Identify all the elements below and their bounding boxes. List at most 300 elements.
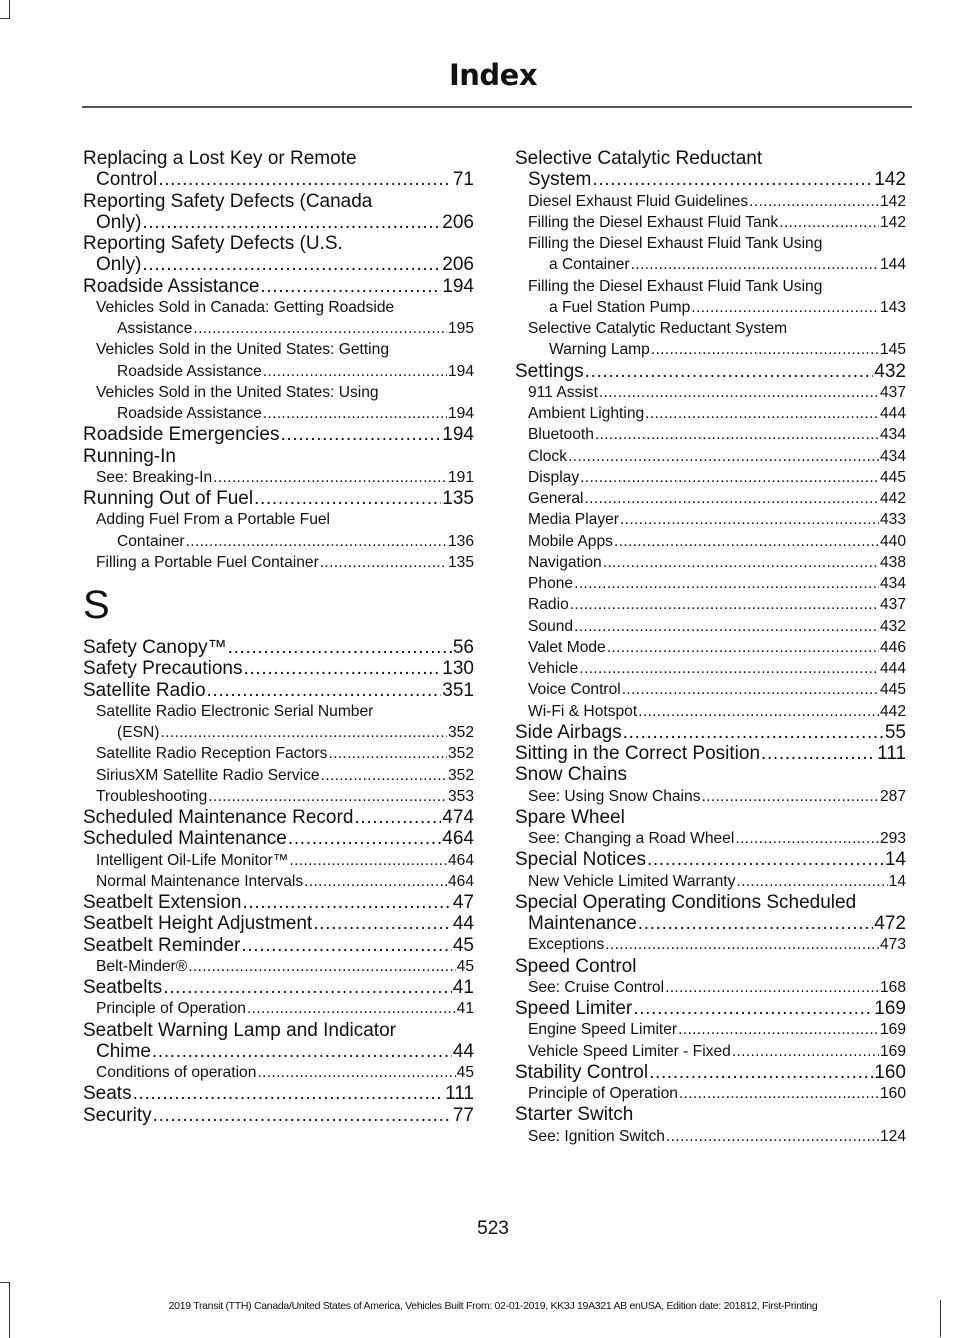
- dot-leader: [158, 169, 452, 190]
- entry-line: [515, 1062, 906, 1083]
- entry-line: [515, 191, 906, 212]
- index-subentry: [515, 552, 906, 573]
- index-entry: [83, 446, 474, 467]
- dot-leader: [595, 424, 879, 445]
- entry-page-number: 144: [879, 256, 906, 274]
- entry-page-number: 437: [879, 596, 906, 614]
- entry-title: See: Cruise Control: [528, 978, 665, 996]
- entry-line: [83, 509, 474, 530]
- index-subentry: [515, 1041, 906, 1062]
- index-subentry: [83, 1062, 474, 1083]
- index-subentry: [515, 828, 906, 849]
- dot-leader: [321, 765, 447, 786]
- entry-title: Valet Mode: [528, 638, 606, 656]
- index-subentry: [515, 658, 906, 679]
- index-entry: [83, 148, 474, 191]
- index-column-right: [515, 148, 906, 1147]
- entry-line: [515, 403, 906, 424]
- entry-title: See: Breaking-In: [96, 468, 213, 486]
- entry-page-number: 130: [442, 658, 474, 680]
- entry-title: a Container: [549, 256, 630, 274]
- entry-line: [515, 934, 906, 955]
- dot-leader: [691, 297, 879, 318]
- index-subentry: [83, 467, 474, 488]
- dot-leader: [247, 998, 456, 1019]
- entry-title: Normal Maintenance Intervals: [96, 872, 304, 890]
- dot-leader: [599, 382, 879, 403]
- entry-line: [83, 1062, 474, 1083]
- dot-leader: [328, 743, 447, 764]
- entry-line: [83, 956, 474, 977]
- entry-line: [83, 743, 474, 764]
- entry-line: [83, 191, 474, 212]
- entry-line: [83, 913, 474, 934]
- entry-line: [515, 382, 906, 403]
- entry-line: [83, 552, 474, 573]
- entry-title: Security: [83, 1104, 152, 1126]
- page-title: Index: [448, 58, 538, 92]
- entry-title: Media Player: [528, 511, 620, 529]
- entry-title: Seatbelts: [83, 977, 163, 998]
- entry-line: [83, 233, 474, 254]
- entry-title: Exceptions: [528, 936, 605, 954]
- dot-leader: [142, 254, 441, 275]
- entry-page-number: 442: [879, 490, 906, 507]
- index-subentry: [83, 850, 474, 871]
- entry-title: Safety Canopy™: [83, 637, 227, 658]
- dot-leader: [651, 339, 879, 360]
- index-entry: [515, 849, 906, 870]
- entry-line: [515, 531, 906, 552]
- entry-page-number: 444: [879, 405, 906, 422]
- entry-line: [515, 233, 906, 254]
- entry-line: [83, 531, 474, 552]
- dot-leader: [153, 1105, 452, 1126]
- entry-page-number: 464: [447, 872, 474, 890]
- entry-title: See: Using Snow Chains: [528, 787, 701, 805]
- dot-leader: [631, 254, 879, 275]
- entry-line: [515, 679, 906, 700]
- dot-leader: [257, 1062, 455, 1083]
- entry-line: [83, 680, 474, 701]
- index-entry: [515, 892, 906, 935]
- dot-leader: [574, 616, 879, 637]
- entry-page-number: 41: [452, 977, 474, 998]
- entry-page-number: 446: [879, 638, 906, 656]
- index-subentry: [83, 998, 474, 1019]
- entry-title: Vehicles Sold in the United States: Using: [96, 383, 379, 401]
- entry-line: [83, 935, 474, 956]
- index-entry: [83, 935, 474, 956]
- entry-line: [515, 786, 906, 807]
- index-subentry: [83, 743, 474, 764]
- entry-line: [83, 169, 474, 190]
- entry-title: Vehicle: [528, 660, 579, 677]
- entry-title: Container: [117, 532, 185, 550]
- entry-title: Navigation: [528, 553, 602, 571]
- dot-leader: [749, 191, 879, 212]
- entry-page-number: 169: [874, 998, 906, 1019]
- entry-page-number: 444: [879, 660, 906, 677]
- index-subentry: [83, 382, 474, 425]
- dot-leader: [603, 552, 879, 573]
- entry-page-number: 169: [879, 1042, 906, 1060]
- entry-title: Reporting Safety Defects (U.S.: [83, 233, 343, 254]
- entry-title: Filling the Diesel Exhaust Fluid Tank: [528, 213, 779, 231]
- entry-line: [83, 850, 474, 871]
- entry-page-number: 287: [879, 787, 906, 805]
- dot-leader: [779, 212, 879, 233]
- index-subentry: [515, 191, 906, 212]
- entry-line: [83, 424, 474, 445]
- index-entry: [83, 1020, 474, 1063]
- entry-line: [515, 807, 906, 828]
- entry-title: Satellite Radio: [83, 679, 206, 701]
- dot-leader: [623, 722, 884, 743]
- dot-leader: [579, 658, 879, 679]
- entry-line: [83, 254, 474, 275]
- entry-line: [83, 1041, 474, 1062]
- entry-line: [83, 382, 474, 403]
- index-column-left: [83, 148, 474, 1126]
- entry-page-number: 434: [879, 426, 906, 444]
- entry-title: Display: [528, 468, 580, 486]
- entry-line: [515, 424, 906, 445]
- entry-page-number: 111: [445, 1083, 474, 1105]
- entry-line: [515, 297, 906, 318]
- entry-page-number: 472: [874, 913, 906, 934]
- entry-line: [515, 1041, 906, 1062]
- entry-page-number: 160: [879, 1085, 906, 1102]
- section-letter: S: [83, 583, 110, 627]
- entry-page-number: 194: [447, 405, 474, 422]
- index-entry: [515, 956, 906, 977]
- index-entry: [515, 361, 906, 382]
- index-entry: [83, 637, 474, 658]
- entry-title: See: Changing a Road Wheel: [528, 830, 735, 847]
- index-entry: [83, 191, 474, 234]
- index-entry: [83, 828, 474, 849]
- entry-title: System: [528, 169, 592, 191]
- dot-leader: [160, 722, 447, 743]
- entry-line: [83, 701, 474, 722]
- entry-title: Roadside Assistance: [83, 275, 260, 297]
- dot-leader: [570, 594, 879, 615]
- dot-leader: [732, 1041, 879, 1062]
- entry-page-number: 442: [879, 702, 906, 720]
- entry-line: [515, 892, 906, 913]
- entry-title: Seats: [83, 1083, 132, 1105]
- entry-line: [515, 573, 906, 594]
- dot-leader: [702, 786, 879, 807]
- dot-leader: [288, 828, 441, 849]
- entry-page-number: 432: [879, 617, 906, 635]
- entry-page-number: 473: [879, 936, 906, 954]
- index-entry: [515, 998, 906, 1019]
- dot-leader: [735, 828, 879, 849]
- entry-page-number: 56: [452, 637, 474, 658]
- entry-page-number: 464: [442, 828, 474, 850]
- index-subentry: [515, 509, 906, 530]
- entry-line: [83, 403, 474, 424]
- entry-title: Running Out of Fuel: [83, 488, 254, 509]
- index-entry: [83, 807, 474, 828]
- entry-title: Principle of Operation: [528, 1085, 678, 1102]
- dot-leader: [207, 680, 442, 701]
- entry-line: [515, 658, 906, 679]
- index-subentry: [515, 1083, 906, 1104]
- entry-title: Control: [96, 169, 158, 191]
- entry-page-number: 142: [879, 192, 906, 210]
- entry-page-number: 45: [452, 934, 474, 956]
- index-entry: [515, 722, 906, 743]
- entry-title: 911 Assist: [528, 383, 598, 401]
- entry-line: [83, 722, 474, 743]
- index-subentry: [515, 488, 906, 509]
- entry-page-number: 445: [879, 468, 906, 486]
- entry-title: Satellite Radio Reception Factors: [96, 745, 328, 763]
- entry-title: Scheduled Maintenance Record: [83, 807, 354, 828]
- entry-page-number: 47: [452, 892, 474, 913]
- entry-line: [515, 764, 906, 785]
- entry-line: [515, 1126, 906, 1147]
- entry-title: Assistance: [117, 320, 193, 337]
- dot-leader: [574, 573, 879, 594]
- index-subentry: [515, 424, 906, 445]
- index-entry: [515, 148, 906, 191]
- dot-leader: [304, 871, 447, 892]
- index-entry: [83, 488, 474, 509]
- entry-line: [83, 637, 474, 658]
- entry-title: General: [528, 490, 584, 507]
- dot-leader: [665, 977, 879, 998]
- entry-page-number: 135: [442, 488, 474, 509]
- dot-leader: [320, 552, 447, 573]
- entry-title: Safety Precautions: [83, 658, 243, 680]
- entry-page-number: 145: [879, 341, 906, 359]
- entry-page-number: 474: [442, 807, 474, 828]
- dot-leader: [186, 531, 447, 552]
- entry-page-number: 434: [879, 575, 906, 592]
- entry-line: [83, 488, 474, 509]
- entry-line: [83, 276, 474, 297]
- dot-leader: [622, 679, 879, 700]
- entry-title: a Fuel Station Pump: [549, 298, 691, 316]
- index-subentry: [515, 1126, 906, 1147]
- entry-title: Spare Wheel: [515, 806, 625, 828]
- entry-page-number: 464: [447, 851, 474, 869]
- index-subentry: [515, 446, 906, 467]
- entry-title: Mobile Apps: [528, 532, 613, 550]
- entry-title: Only): [96, 211, 142, 233]
- entry-title: Seatbelt Extension: [83, 892, 242, 913]
- entry-title: Side Airbags: [515, 721, 622, 743]
- entry-page-number: 14: [888, 872, 906, 890]
- dot-leader: [152, 1041, 452, 1062]
- entry-page-number: 136: [447, 532, 474, 550]
- index-subentry: [83, 297, 474, 340]
- entry-title: Maintenance: [528, 913, 637, 934]
- dot-leader: [584, 488, 878, 509]
- entry-line: [83, 786, 474, 807]
- index-entry: [515, 1104, 906, 1125]
- entry-page-number: 352: [447, 745, 474, 763]
- entry-line: [515, 828, 906, 849]
- entry-line: [83, 446, 474, 467]
- dot-leader: [263, 403, 447, 424]
- entry-line: [515, 488, 906, 509]
- entry-title: Bluetooth: [528, 426, 594, 444]
- entry-line: [515, 637, 906, 658]
- index-entry: [83, 1083, 474, 1104]
- dot-leader: [208, 786, 447, 807]
- entry-page-number: 142: [879, 213, 906, 231]
- entry-page-number: 433: [879, 511, 906, 529]
- dot-leader: [649, 1062, 873, 1083]
- dot-leader: [260, 276, 441, 297]
- dot-leader: [645, 403, 879, 424]
- entry-line: [515, 212, 906, 233]
- entry-page-number: 77: [452, 1104, 474, 1126]
- index-subentry: [83, 765, 474, 786]
- dot-leader: [313, 913, 452, 934]
- dot-leader: [620, 509, 879, 530]
- index-subentry: [515, 977, 906, 998]
- dot-leader: [263, 361, 447, 382]
- entry-line: [515, 1019, 906, 1040]
- dot-leader: [568, 446, 879, 467]
- entry-line: [515, 977, 906, 998]
- entry-title: Scheduled Maintenance: [83, 828, 287, 850]
- entry-page-number: 41: [456, 1000, 474, 1018]
- dot-leader: [638, 913, 874, 934]
- entry-title: Roadside Assistance: [117, 362, 262, 380]
- dot-leader: [736, 871, 887, 892]
- entry-page-number: 432: [874, 360, 906, 382]
- dot-leader: [638, 701, 879, 722]
- entry-page-number: 351: [442, 679, 474, 701]
- entry-title: Troubleshooting: [96, 787, 208, 805]
- entry-title: Roadside Assistance: [117, 405, 262, 422]
- dot-leader: [193, 318, 447, 339]
- index-subentry: [515, 871, 906, 892]
- index-entry: [83, 233, 474, 276]
- entry-line: [515, 956, 906, 977]
- index-subentry: [515, 531, 906, 552]
- entry-page-number: 352: [447, 766, 474, 784]
- entry-title: See: Ignition Switch: [528, 1127, 665, 1145]
- entry-line: [83, 1020, 474, 1041]
- dot-leader: [228, 637, 452, 658]
- entry-title: Special Operating Conditions Scheduled: [515, 891, 857, 913]
- index-subentry: [515, 616, 906, 637]
- entry-title: Only): [96, 254, 142, 276]
- entry-title: Belt-Minder®: [96, 957, 188, 975]
- entry-title: Selective Catalytic Reductant: [515, 148, 763, 169]
- entry-line: [83, 892, 474, 913]
- entry-title: Speed Control: [515, 955, 637, 977]
- index-subentry: [83, 339, 474, 382]
- dot-leader: [213, 467, 447, 488]
- entry-line: [515, 594, 906, 615]
- entry-title: Settings: [515, 360, 584, 382]
- index-subentry: [515, 701, 906, 722]
- entry-page-number: 206: [442, 211, 474, 233]
- dot-leader: [241, 935, 451, 956]
- entry-line: [515, 871, 906, 892]
- index-subentry: [515, 573, 906, 594]
- dot-leader: [254, 488, 441, 509]
- index-entry: [83, 658, 474, 679]
- index-subentry: [83, 786, 474, 807]
- index-subentry: [515, 1019, 906, 1040]
- entry-page-number: 353: [447, 787, 474, 805]
- entry-page-number: 352: [447, 724, 474, 741]
- entry-title: Speed Limiter: [515, 998, 633, 1019]
- dot-leader: [678, 1019, 879, 1040]
- entry-title: Phone: [528, 575, 574, 592]
- entry-line: [83, 1083, 474, 1104]
- entry-line: [515, 446, 906, 467]
- entry-line: [83, 807, 474, 828]
- entry-title: (ESN): [117, 724, 160, 741]
- index-entry: [515, 807, 906, 828]
- index-entry: [83, 892, 474, 913]
- entry-title: Diesel Exhaust Fluid Guidelines: [528, 192, 749, 210]
- entry-page-number: 194: [447, 362, 474, 380]
- entry-title: Principle of Operation: [96, 1000, 246, 1018]
- entry-title: New Vehicle Limited Warranty: [528, 872, 736, 890]
- entry-title: Sitting in the Correct Position: [515, 743, 761, 764]
- entry-line: [83, 339, 474, 360]
- entry-line: [515, 998, 906, 1019]
- entry-title: Filling the Diesel Exhaust Fluid Tank Using: [528, 235, 823, 252]
- dot-leader: [580, 467, 879, 488]
- entry-line: [515, 913, 906, 934]
- entry-page-number: 169: [879, 1021, 906, 1039]
- entry-title: Clock: [528, 447, 567, 465]
- index-subentry: [515, 679, 906, 700]
- index-subentry: [515, 403, 906, 424]
- entry-page-number: 44: [452, 913, 474, 935]
- entry-line: [83, 297, 474, 318]
- entry-line: [515, 361, 906, 382]
- entry-title: Adding Fuel From a Portable Fuel: [96, 511, 331, 529]
- entry-title: Voice Control: [528, 681, 621, 699]
- entry-page-number: 434: [879, 447, 906, 465]
- entry-page-number: 44: [452, 1040, 474, 1062]
- entry-title: Vehicle Speed Limiter - Fixed: [528, 1042, 731, 1060]
- entry-line: [83, 361, 474, 382]
- index-subentry: [515, 594, 906, 615]
- entry-title: Seatbelt Warning Lamp and Indicator: [83, 1019, 396, 1041]
- entry-title: Replacing a Lost Key or Remote: [83, 148, 357, 169]
- dot-leader: [242, 892, 451, 913]
- entry-title: Reporting Safety Defects (Canada: [83, 190, 373, 212]
- dot-leader: [607, 637, 879, 658]
- entry-title: Conditions of operation: [96, 1064, 257, 1081]
- index-subentry: [515, 934, 906, 955]
- entry-page-number: 445: [879, 681, 906, 699]
- dot-leader: [289, 850, 447, 871]
- entry-title: Ambient Lighting: [528, 405, 645, 422]
- entry-title: Snow Chains: [515, 764, 627, 786]
- entry-line: [83, 871, 474, 892]
- index-subentry: [515, 637, 906, 658]
- entry-line: [515, 552, 906, 573]
- dot-leader: [354, 807, 441, 828]
- entry-line: [515, 1083, 906, 1104]
